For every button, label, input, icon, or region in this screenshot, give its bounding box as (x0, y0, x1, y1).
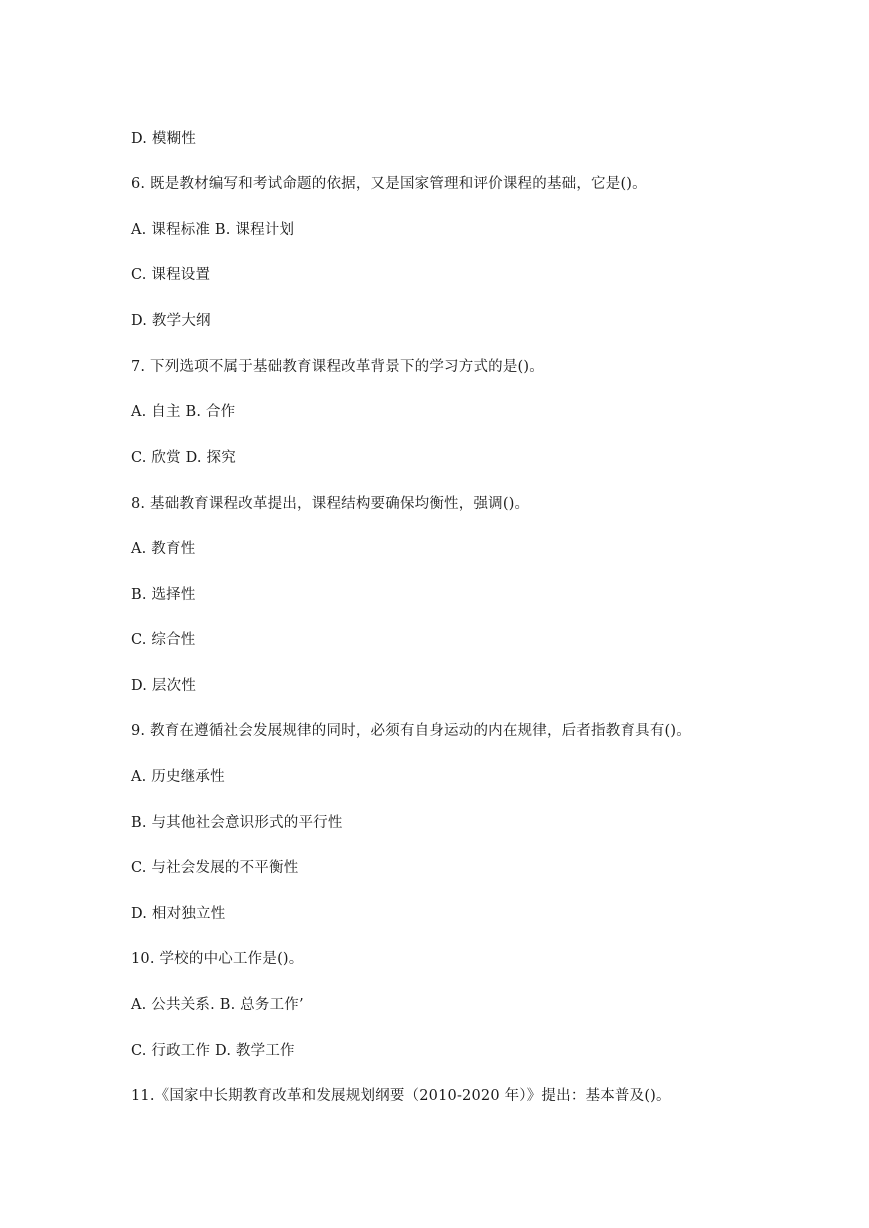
option-10ab: A. 公共关系. B. 总务工作’ (131, 997, 304, 1013)
option-8d: D. 层次性 (131, 678, 197, 694)
option-8c: C. 综合性 (131, 632, 196, 648)
option-6d: D. 教学大纲 (131, 313, 211, 329)
option-8b: B. 选择性 (131, 587, 196, 603)
option-6ab: A. 课程标准 B. 课程计划 (131, 222, 295, 238)
option-9b: B. 与其他社会意识形式的平行性 (131, 815, 343, 831)
question-7: 7. 下列选项不属于基础教育课程改革背景下的学习方式的是()。 (131, 359, 544, 375)
option-7ab: A. 自主 B. 合作 (131, 404, 236, 420)
question-9: 9. 教育在遵循社会发展规律的同时，必须有自身运动的内在规律，后者指教育具有()。 (131, 723, 691, 739)
option-9c: C. 与社会发展的不平衡性 (131, 860, 299, 876)
question-6: 6. 既是教材编写和考试命题的依据，又是国家管理和评价课程的基础，它是()。 (131, 176, 647, 192)
question-10: 10. 学校的中心工作是()。 (131, 951, 304, 967)
option-7cd: C. 欣赏 D. 探究 (131, 450, 236, 466)
question-11: 11.《国家中长期教育改革和发展规划纲要（2010-2020 年）》提出：基本普及()。 (131, 1088, 671, 1104)
option-6c: C. 课程设置 (131, 267, 211, 283)
option-5d: D. 模糊性 (131, 131, 197, 147)
question-8: 8. 基础教育课程改革提出，课程结构要确保均衡性，强调()。 (131, 496, 530, 512)
option-10cd: C. 行政工作 D. 教学工作 (131, 1043, 295, 1059)
option-9a: A. 历史继承性 (131, 769, 225, 785)
option-9d: D. 相对独立性 (131, 906, 226, 922)
option-8a: A. 教育性 (131, 541, 196, 557)
